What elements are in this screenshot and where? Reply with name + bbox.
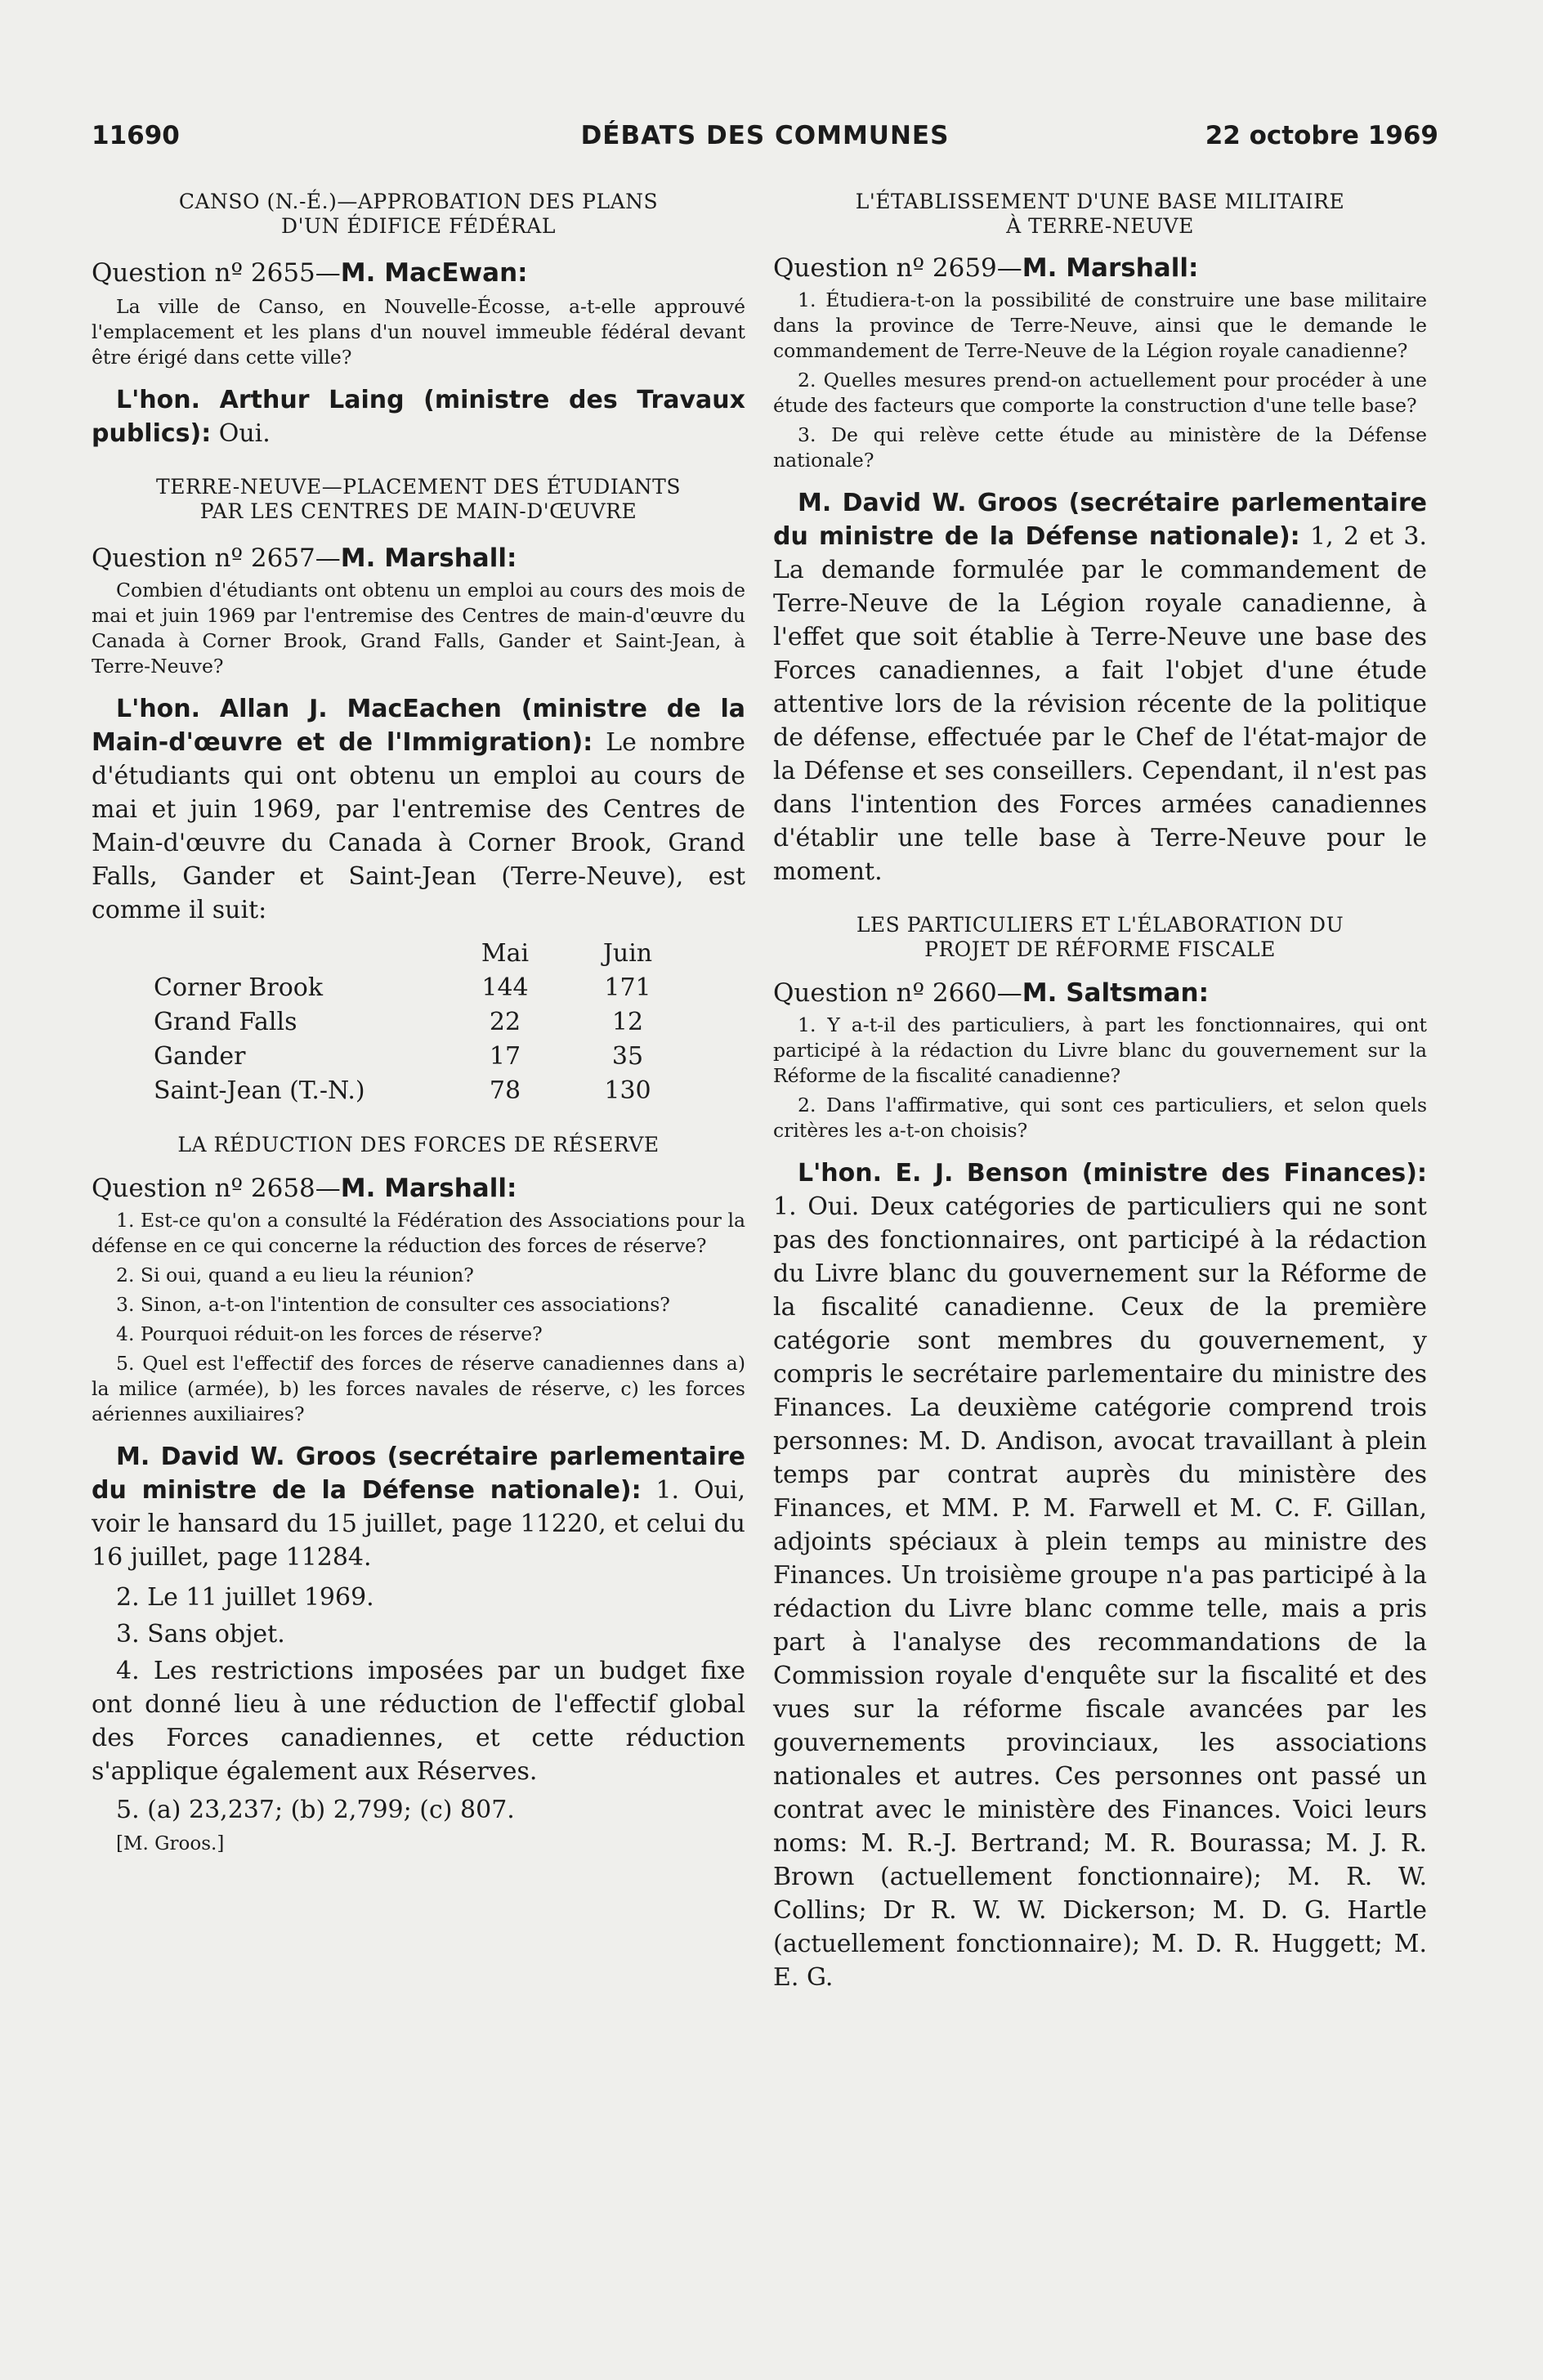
- question-heading: [92, 1172, 745, 1205]
- question-item: 4. Pourquoi réduit-on les forces de réserve?: [116, 1322, 543, 1345]
- section-title-line: CANSO (N.-É.)—APPROBATION DES PLANS: [178, 190, 659, 213]
- section-title: [92, 475, 745, 524]
- section-title: [773, 190, 1427, 239]
- question-member: M. Marshall:: [340, 1174, 517, 1203]
- answer-paragraph: [92, 692, 745, 927]
- question-heading: [773, 252, 1427, 284]
- question-number: Question nº 2658—: [92, 1174, 341, 1203]
- answer-paragraph: [92, 383, 745, 450]
- page-date: 22 octobre 1969: [1205, 121, 1438, 150]
- answer-text: 1, 2 et 3. La demande formulée par le commandement de Terre-Neuve de la Légion royale canadienne, à l'effet que soit établie à Terre-Neuve une base des Forces canadiennes, a fait l'objet d'une étude attentive lors de la révision récente de la politique de défense, effectuée par le Chef de l'état-major de la Défense et ses conseillers. Cependant, il n'est pas dans l'intention des Forces armées canadiennes d'établir une telle base à Terre-Neuve pour le moment.: [773, 522, 1427, 886]
- table-cell-place: Gander: [154, 1042, 246, 1071]
- publication-title: DÉBATS DES COMMUNES: [580, 121, 950, 150]
- answer-paragraph: [92, 1440, 745, 1574]
- question-member: M. MacEwan:: [340, 258, 528, 288]
- table-cell-mai: 17: [489, 1042, 521, 1071]
- answer-paragraph: [773, 1156, 1427, 1994]
- table-cell-mai: 144: [481, 973, 529, 1002]
- table-row: [154, 1074, 677, 1108]
- column-header-mai: Mai: [481, 939, 530, 968]
- answer-text: 1. Oui. Deux catégories de particuliers qui ne sont pas des fonctionnaires, ont participé à la rédaction du Livre blanc du gouvernement sur la Réforme de la fiscalité canadienne. Ceux de la première catégorie sont membres du gouvernement, y compris le secrétaire parlementaire du ministre des Finances. La deuxième catégorie comprend trois personnes: M. D. Andison, avocat travaillant à plein temps par contrat auprès du ministère des Finances, et MM. P. M. Farwell et M. C. F. Gillan, adjoints spéciaux à plein temps au ministre des Finances. Un troisième groupe n'a pas participé à la rédaction du Livre blanc comme telle, mais a pris part à l'analyse des recommandations de la Commission royale d'enquête sur la fiscalité et des vues sur la réforme fiscale avancées par les gouvernements provinciaux, les associations nationales et autres. Ces personnes ont passé un contrat avec le ministère des Finances. Voici leurs noms: M. R.-J. Bertrand; M. R. Bourassa; M. J. R. Brown (actuellement fonctionnaire); M. R. W. Collins; Dr R. W. W. Dickerson; M. D. G. Hartle (actuellement fonctionnaire); M. D. R. Huggett; M. E. G.: [773, 1192, 1427, 1992]
- answer-paragraph: 2. Le 11 juillet 1969.: [116, 1583, 374, 1612]
- table-cell-mai: 78: [489, 1076, 521, 1105]
- table-row: [154, 971, 677, 1005]
- section-title: [92, 190, 745, 239]
- section-title: LA RÉDUCTION DES FORCES DE RÉSERVE: [177, 1133, 660, 1156]
- question-member: M. Marshall:: [1022, 253, 1199, 283]
- question-item: 3. Sinon, a-t-on l'intention de consulter ces associations?: [116, 1293, 670, 1316]
- question-item: 1. Y a-t-il des particuliers, à part les fonctionnaires, qui ont participé à la rédaction du Livre blanc du gouvernement sur la Réforme de la fiscalité canadienne?: [773, 1013, 1427, 1087]
- right-column: [773, 190, 1427, 1994]
- question-heading: [773, 977, 1427, 1009]
- answer-paragraph: 4. Les restrictions imposées par un budget fixe ont donné lieu à une réduction de l'effectif global des Forces canadiennes, et cette réduction s'applique également aux Réserves.: [92, 1657, 745, 1786]
- section-title-line: TERRE-NEUVE—PLACEMENT DES ÉTUDIANTS: [156, 475, 681, 499]
- question-item: 3. De qui relève cette étude au ministère de la Défense nationale?: [773, 423, 1427, 472]
- question-item: 2. Quelles mesures prend-on actuellement pour procéder à une étude des facteurs que comporte la construction d'une telle base?: [773, 369, 1427, 417]
- table-row: [154, 1005, 677, 1040]
- question-member: M. Marshall:: [340, 544, 517, 573]
- speaker: M. David W. Groos (secrétaire parlementaire du ministre de la Défense nationale):: [92, 1443, 745, 1505]
- question-item: 1. Est-ce qu'on a consulté la Fédération des Associations pour la défense en ce qui concerne la réduction des forces de réserve?: [92, 1209, 745, 1257]
- speaker: M. David W. Groos (secrétaire parlementaire du ministre de la Défense nationale):: [773, 489, 1427, 551]
- left-column: [92, 190, 745, 1856]
- question-number: Question nº 2657—: [92, 544, 341, 573]
- table-cell-juin: 171: [604, 973, 651, 1002]
- answer-paragraph: [773, 486, 1427, 888]
- table-cell-juin: 130: [604, 1076, 651, 1105]
- table-cell-mai: 22: [489, 1008, 521, 1036]
- question-number: Question nº 2660—: [773, 978, 1022, 1008]
- table-cell-place: Corner Brook: [154, 973, 323, 1002]
- question-member: M. Saltsman:: [1022, 978, 1210, 1008]
- question-item: 2. Si oui, quand a eu lieu la réunion?: [116, 1264, 474, 1286]
- answer-paragraph: 5. (a) 23,237; (b) 2,799; (c) 807.: [116, 1796, 515, 1824]
- question-number: Question nº 2655—: [92, 258, 341, 288]
- section-title-line: LES PARTICULIERS ET L'ÉLABORATION DU: [856, 913, 1344, 937]
- answer-text: Le nombre d'étudiants qui ont obtenu un emploi au cours de mai et juin 1969, par l'entremise des Centres de Main-d'œuvre du Canada à Corner Brook, Grand Falls, Gander et Saint-Jean (Terre-Neuve), est comme il suit:: [92, 728, 745, 924]
- question-heading: [92, 542, 745, 575]
- speaker-note: [M. Groos.]: [116, 1833, 225, 1854]
- answer-text: Oui.: [211, 419, 271, 448]
- question-heading: [92, 257, 745, 289]
- section-title-line: PAR LES CENTRES DE MAIN-D'ŒUVRE: [199, 499, 637, 523]
- answer-text: 1. Oui, voir le hansard du 15 juillet, page 11220, et celui du 16 juillet, page 11284.: [92, 1476, 745, 1572]
- question-text: Combien d'étudiants ont obtenu un emploi au cours des mois de mai et juin 1969 par l'entremise des Centres de main-d'œuvre du Canada à Corner Brook, Grand Falls, Gander et Saint-Jean, à Terre-Neuve?: [92, 579, 745, 678]
- page-header: [92, 121, 1438, 162]
- table-header-row: [154, 937, 677, 971]
- question-item: 1. Étudiera-t-on la possibilité de construire une base militaire dans la province de Terre-Neuve, ainsi que le demande le commandement de Terre-Neuve de la Légion royale canadienne?: [773, 289, 1427, 362]
- speaker: L'hon. E. J. Benson (ministre des Finances):: [798, 1159, 1427, 1188]
- column-header-juin: Juin: [602, 939, 653, 968]
- question-text: La ville de Canso, en Nouvelle-Écosse, a-t-elle approuvé l'emplacement et les plans d'un nouvel immeuble fédéral devant être érigé dans cette ville?: [92, 295, 745, 369]
- table-cell-place: Grand Falls: [154, 1008, 297, 1036]
- table-row: [154, 1040, 677, 1074]
- question-item: 5. Quel est l'effectif des forces de réserve canadiennes dans a) la milice (armée), b) les forces navales de réserve, c) les forces aériennes auxiliaires?: [92, 1352, 745, 1425]
- table-cell-juin: 35: [611, 1042, 644, 1071]
- speaker: L'hon. Arthur Laing (ministre des Travaux publics):: [92, 386, 745, 448]
- table-cell-place: Saint-Jean (T.-N.): [154, 1076, 365, 1105]
- section-title-line: D'UN ÉDIFICE FÉDÉRAL: [281, 214, 556, 238]
- speaker: L'hon. Allan J. MacEachen (ministre de la Main-d'œuvre et de l'Immigration):: [92, 695, 745, 757]
- answer-paragraph: 3. Sans objet.: [116, 1620, 285, 1649]
- section-title-line: PROJET DE RÉFORME FISCALE: [924, 937, 1276, 961]
- question-item: 2. Dans l'affirmative, qui sont ces particuliers, et selon quels critères les a-t-on choisis?: [773, 1094, 1427, 1142]
- page-number: 11690: [92, 121, 180, 150]
- section-title-line: À TERRE-NEUVE: [1006, 214, 1194, 238]
- table-cell-juin: 12: [611, 1008, 644, 1036]
- section-title-line: L'ÉTABLISSEMENT D'UNE BASE MILITAIRE: [855, 190, 1345, 213]
- question-number: Question nº 2659—: [773, 253, 1022, 283]
- section-title: [773, 913, 1427, 962]
- students-table: [154, 937, 677, 1108]
